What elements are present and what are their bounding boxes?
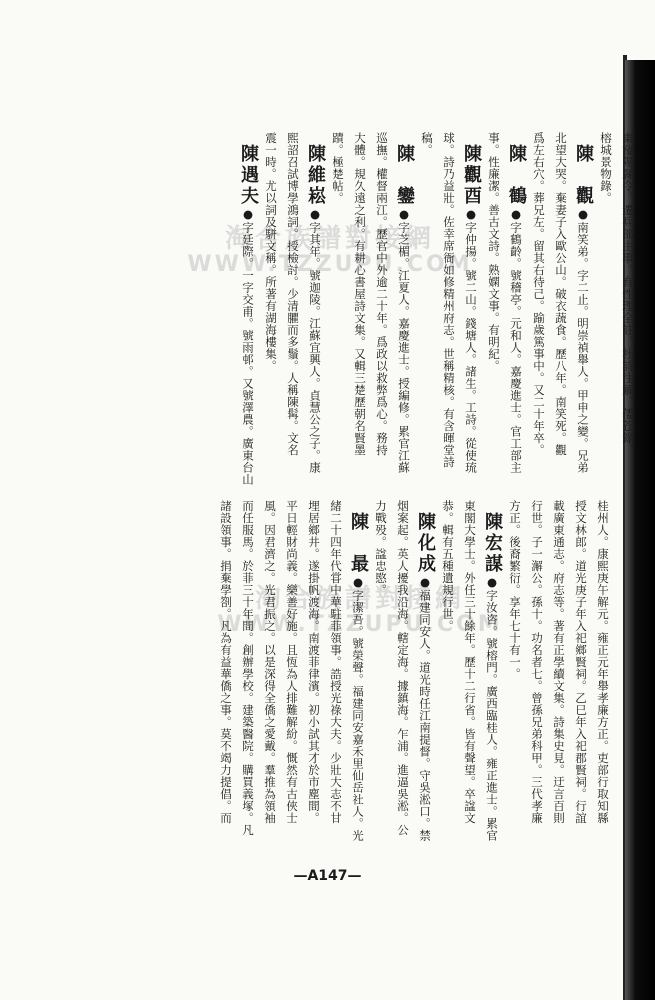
- text-column: [237, 500, 258, 850]
- column-text: 而任服馬。於菲三十年間。創辦學校。建築醫院。購買義塚。凡: [241, 500, 255, 836]
- column-text: 埋居鄉井。遂掛帆渡海。南渡菲律濱。初小試其才於市塵間。: [307, 500, 321, 824]
- text-column: [438, 132, 459, 468]
- column-text: ●南笑弟。字二止。明崇禎舉人。甲申之變。兄弟: [576, 207, 590, 474]
- column-text: 方正。後裔繁衍。享年七十有一。: [508, 500, 522, 680]
- column-text: ●字廷際。一字交甫。號雨邨。又號澤農。廣東台山: [241, 207, 255, 486]
- column-text: 大體。規久遠之利。有耕心書屋詩文集。又輯三楚歷朝名賢墨: [353, 132, 367, 456]
- text-column: [460, 144, 482, 474]
- text-column: [392, 500, 413, 850]
- text-column: [526, 500, 547, 850]
- column-text: 東閣大學士。外任三十餘年。歷十二行省。皆有聲望。卒諡文: [463, 500, 477, 824]
- page-number: —A147—: [293, 868, 362, 884]
- text-column: [215, 500, 236, 850]
- column-text: 諸設領事。捐棄學劄。凡為有益華僑之事。莫不竭力提倡。而: [219, 500, 233, 824]
- text-column: [481, 512, 503, 850]
- column-text: 巡撫。權督兩江。歷官中外逾二十年。爲政以救弊爲心。務持: [375, 132, 389, 456]
- column-text: 緒二十四年代甞中華駐菲領事。誥授光祿大夫。少壯大志不甘: [329, 500, 343, 824]
- text-column: [617, 132, 638, 462]
- column-text: 東𥨍陽縣令。遷兵部主事。有性理全註、杜詩注解、倭苍錄、: [621, 132, 635, 456]
- entry-name: 陳 鑾: [394, 144, 415, 207]
- entry-name: 陳 最: [348, 512, 369, 575]
- text-column: [303, 500, 324, 850]
- text-column: [282, 132, 303, 462]
- text-column: [347, 512, 369, 850]
- column-text: 球。詩乃益壯。佐幸席衙如修精州府志。世稱精核。有含暉堂詩: [442, 132, 456, 468]
- column-text: ●字汝咨。號榕門。廣西臨桂人。雍正進士。累官: [485, 575, 499, 842]
- column-text: 桂州人。康熙庚午解元。雍正元年舉孝廉方正。吏部行取知縣: [596, 500, 610, 824]
- text-column: [327, 132, 348, 462]
- text-column: [304, 144, 326, 474]
- upper-text-block: [128, 132, 638, 486]
- column-text: 烟案起。英人擾我沿海。轄定海。據鎮海。乍浦。進逼吳淞。公: [396, 500, 410, 836]
- column-text: 震一時。尤以詞及駢文稱。所著有湖海樓集。: [264, 132, 278, 372]
- text-column: [281, 500, 302, 850]
- column-text: 榕城景物錄。: [599, 132, 613, 204]
- text-column: [370, 500, 391, 850]
- entry-name: 陳宏謀: [482, 512, 503, 575]
- column-text: 事。性廉潔。善古文詩。熟嫻文事。有明紀。: [487, 132, 501, 372]
- column-text: 稿。: [420, 132, 434, 156]
- text-column: [349, 132, 370, 462]
- text-column: [528, 132, 549, 462]
- column-text: 授文林郎。道光庚子年入祀鄉賢祠。乙巳年入祀郡賢祠。行誼: [574, 500, 588, 824]
- entry-name: 陳化成: [415, 512, 436, 575]
- text-column: [505, 144, 527, 474]
- column-text: 載廣東通志。府志等。著有正學續文集。詩集史見。迂言百則: [552, 500, 566, 824]
- lower-text-block: [128, 500, 613, 850]
- column-text: 風。因君濟之。光君振之。以是深得全僑之愛戴。羣推為領袖: [263, 500, 277, 824]
- text-column: [259, 500, 280, 850]
- entry-name: 陳 觀: [573, 144, 594, 207]
- text-column: [483, 132, 504, 462]
- text-column: [548, 500, 569, 850]
- text-column: [260, 132, 281, 462]
- entry-name: 陳觀酉: [461, 144, 482, 207]
- text-column: [414, 512, 436, 850]
- column-text: 北望大哭。棄妻子入歐公山。破衣蔬食。歷八年。南笑死。觀: [554, 132, 568, 456]
- column-text: ●字仲揚。號二山。錢塘人。諸生。工詩。從使琉: [464, 207, 478, 474]
- column-text: 恭。輯有五種遺規行世。: [441, 500, 455, 632]
- column-text: 平日輕財尚義。樂善好施。且恆為人排難解紛。慨然有古俠士: [285, 500, 299, 824]
- text-column: [595, 132, 616, 462]
- text-column: [459, 500, 480, 850]
- text-column: [437, 500, 458, 850]
- text-column: [570, 500, 591, 850]
- column-text: ●字潔吾。號榮聲。福建同安嘉禾里仙岳社人。光: [351, 575, 365, 842]
- column-text: 蹟。極楚帖。: [331, 132, 345, 204]
- entry-name: 陳維崧: [305, 144, 326, 207]
- entry-name: 陳遇夫: [238, 144, 259, 207]
- text-column: [550, 132, 571, 462]
- column-text: ●字芝楣。江夏人。嘉慶進士。授編修。累官江蘇: [397, 207, 411, 474]
- text-column: [416, 132, 437, 462]
- text-column: [592, 500, 613, 850]
- entry-name: 陳 鶴: [506, 144, 527, 207]
- column-text: 爲左右穴。葬兄左。留其右待己。踰歲篤事中。又二十年卒。: [532, 132, 546, 456]
- column-text: 力戰殁。諡忠愍。: [374, 500, 388, 596]
- column-text: ●字其年。號迦陵。江蘇宜興人。貞慧公之子。康: [308, 207, 322, 474]
- text-column: [325, 500, 346, 850]
- column-text: 行世。子一澥公。孫十。功名者七。曾孫兄弟科甲。三代孝廉: [530, 500, 544, 824]
- column-text: 熙詔召試博學鴻詞。授檢討。少清臞而多鬚。人稱陳髯。文名: [286, 132, 300, 456]
- column-text: ●福建同安人。道光時任江南提督。守吳淞口。禁: [418, 575, 432, 842]
- text-column: [393, 144, 415, 474]
- text-column: [371, 132, 392, 462]
- text-column: [237, 144, 259, 486]
- text-column: [504, 500, 525, 850]
- column-text: ●字鶴齡。號稽亭。元和人。嘉慶進士。官工部主: [509, 207, 523, 474]
- text-column: [572, 144, 594, 474]
